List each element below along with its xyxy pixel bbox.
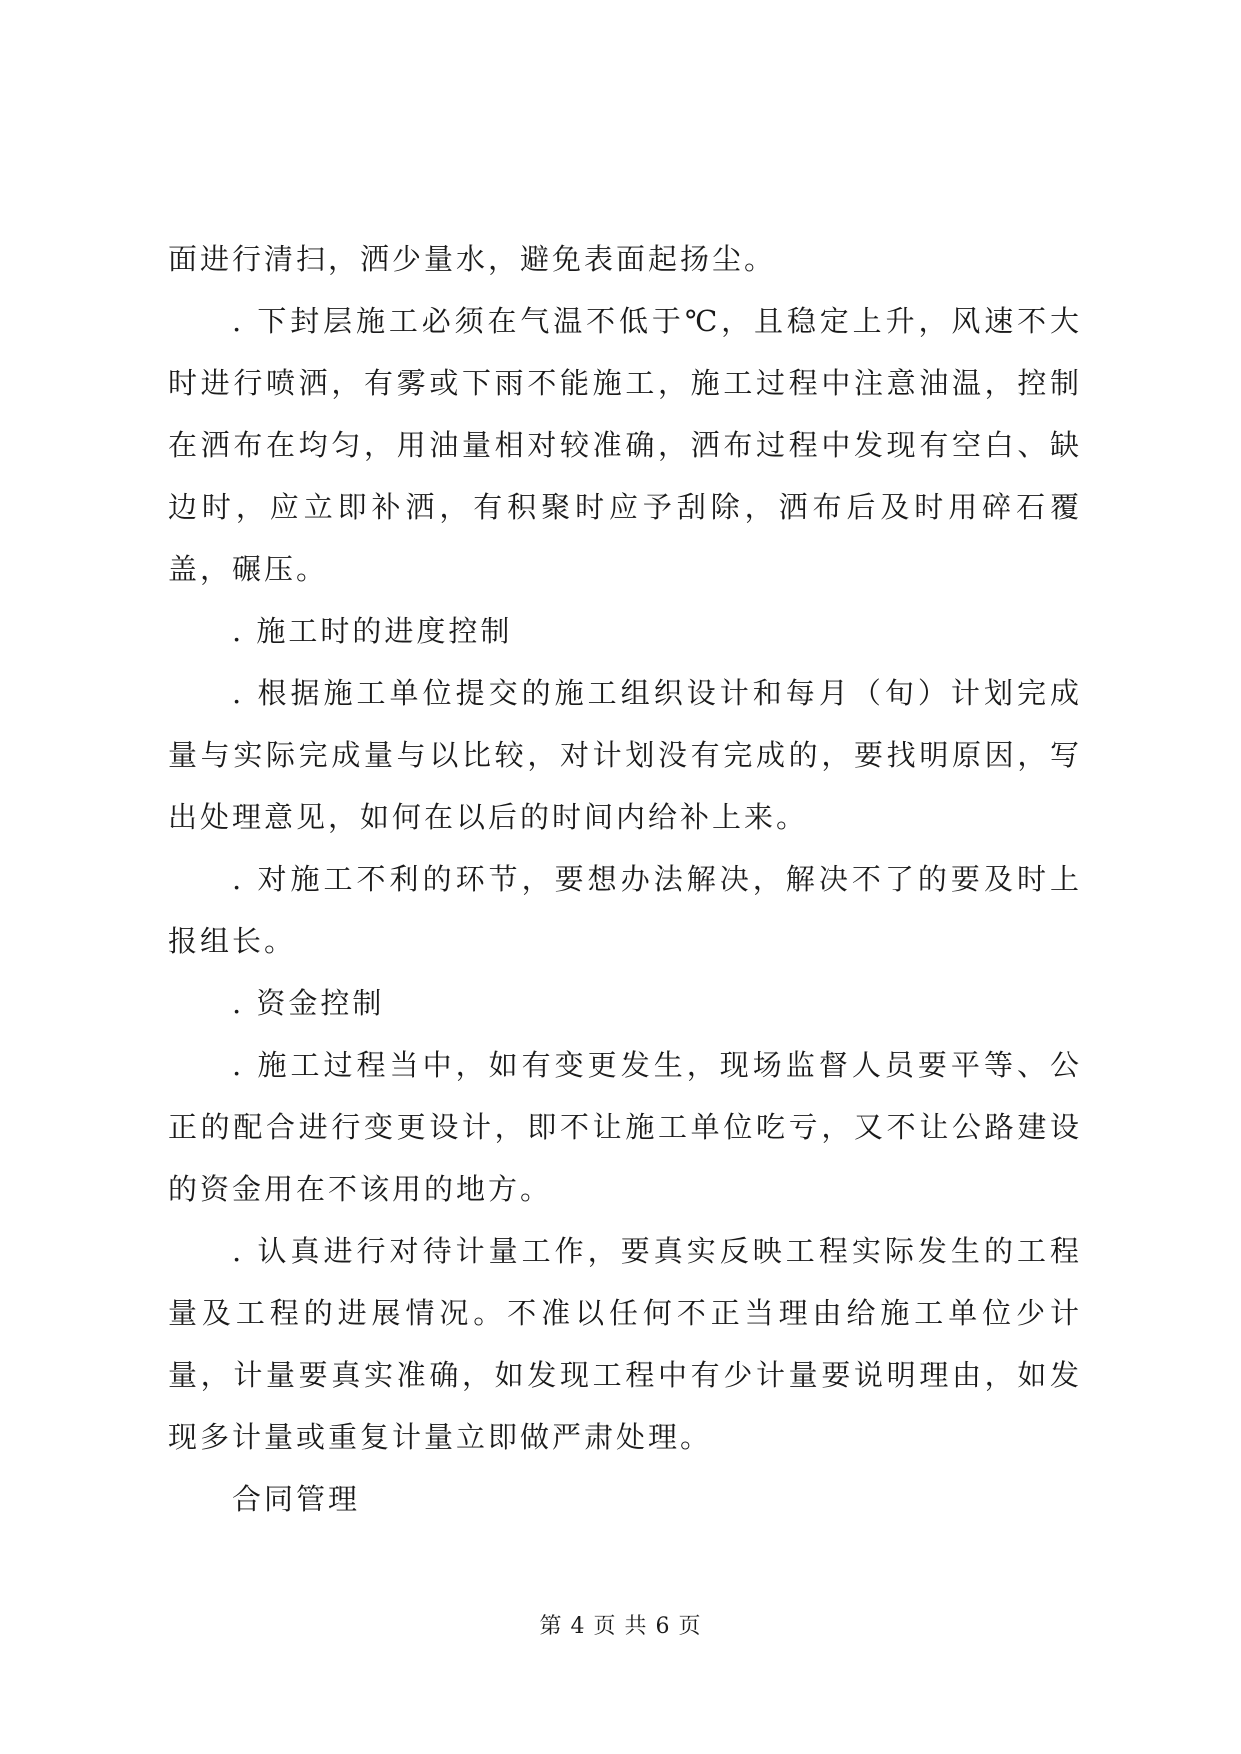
paragraph-6: . 认真进行对待计量工作，要真实反映工程实际发生的工程量及工程的进展情况。不准以任何不正当理由给施工单位少计量，计量要真实准确，如发现工程中有少计量要说明理由，如发现多计量或重复计量立即做严肃处理。 [168, 1234, 1082, 1454]
page-footer: 第 4 页 共 6 页 [539, 1614, 702, 1639]
paragraph-3: . 根据施工单位提交的施工组织设计和每月（旬）计划完成量与实际完成量与以比较，对计划没有完成的，要找明原因，写出处理意见，如何在以后的时间内给补上来。 [168, 676, 1082, 834]
paragraph-5: . 施工过程当中，如有变更发生，现场监督人员要平等、公正的配合进行变更设计，即不让施工单位吃亏，又不让公路建设的资金用在不该用的地方。 [168, 1048, 1082, 1206]
paragraph-4: . 对施工不利的环节，要想办法解决，解决不了的要及时上报组长。 [168, 862, 1082, 958]
section-heading-funds: . 资金控制 [232, 986, 385, 1020]
paragraph-2: . 下封层施工必须在气温不低于℃，且稳定上升，风速不大时进行喷洒，有雾或下雨不能施工，施工过程中注意油温，控制在洒布在均匀，用油量相对较准确，洒布过程中发现有空白、缺边时，应立即补洒，有积聚时应予刮除，洒布后及时用碎石覆盖，碾压。 [168, 304, 1082, 586]
document-body [168, 228, 1082, 1530]
paragraph-1: 面进行清扫，洒少量水，避免表面起扬尘。 [168, 242, 777, 276]
section-heading-contract: 合同管理 [232, 1482, 361, 1516]
section-heading-progress: . 施工时的进度控制 [232, 614, 513, 648]
